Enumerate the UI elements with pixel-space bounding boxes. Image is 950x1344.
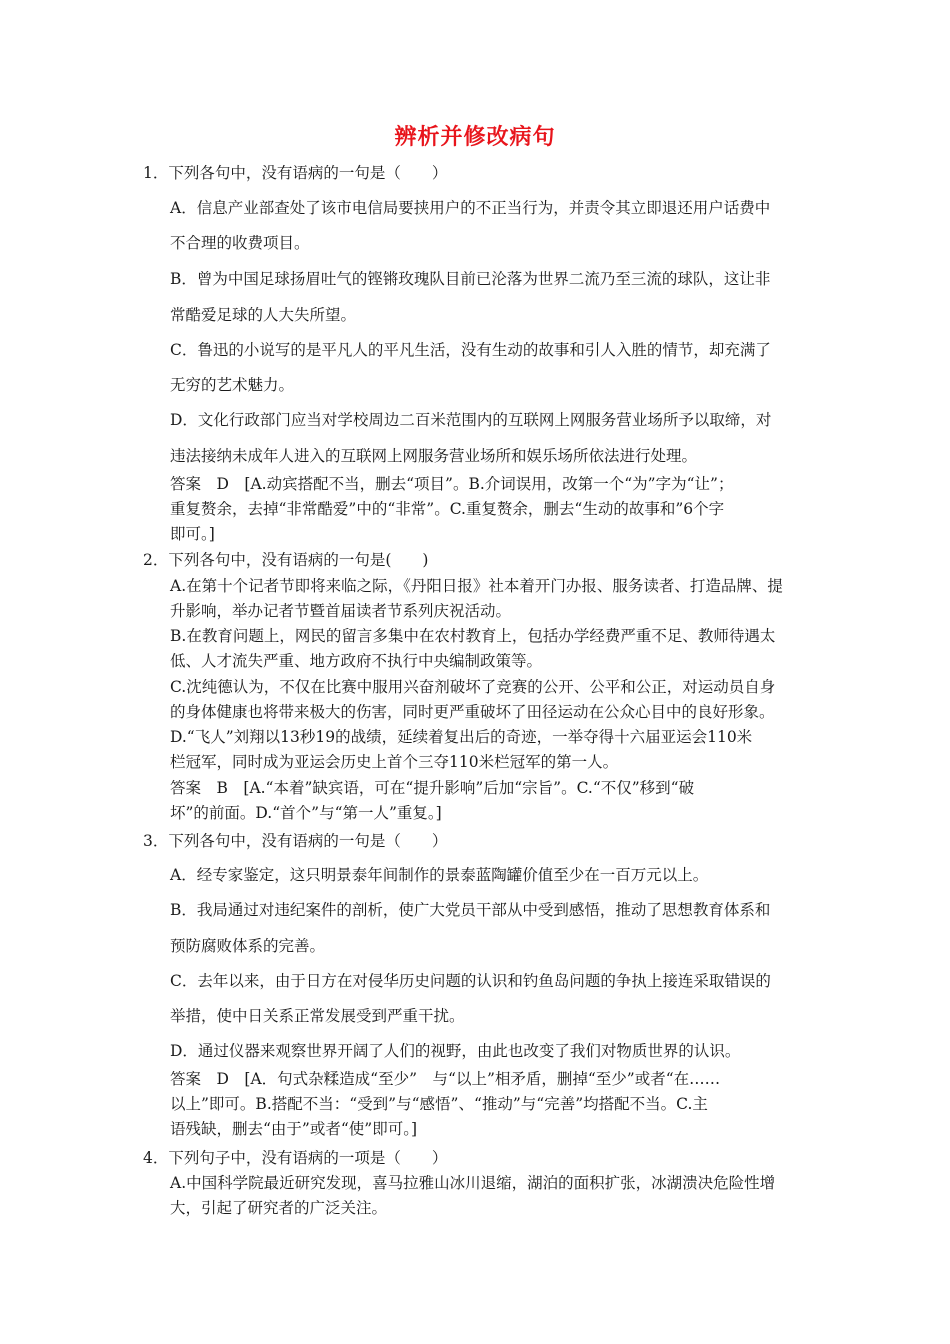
question-2-option-c-cont: 的身体健康也将带来极大的伤害，同时更严重破坏了田径运动在公众心目中的良好形象。 (170, 703, 775, 721)
question-4-option-a: A.中国科学院最近研究发现，喜马拉雅山冰川退缩，湖泊的面积扩张，冰湖溃决危险性增 (170, 1174, 776, 1192)
question-1-option-b-cont: 常酷爱足球的人大失所望。 (170, 306, 357, 324)
question-1-option-a: A．信息产业部查处了该市电信局要挟用户的不正当行为，并责令其立即退还用户话费中 (170, 199, 771, 217)
question-3-option-c-cont: 举措，使中日关系正常发展受到严重干扰。 (170, 1007, 465, 1025)
question-3-stem: 3．下列各句中，没有语病的一句是（ ） (143, 832, 448, 850)
question-1-answer: 答案 D [A.动宾搭配不当，删去“项目”。B.介词误用，改第一个“为”字为“让”； (170, 475, 734, 493)
question-1-option-a-cont: 不合理的收费项目。 (170, 234, 310, 252)
question-3-option-a: A．经专家鉴定，这只明景泰年间制作的景泰蓝陶罐价值至少在一百万元以上。 (170, 866, 709, 884)
question-2-option-b-cont: 低、人才流失严重、地方政府不执行中央编制政策等。 (170, 652, 543, 670)
question-1-option-d-cont: 违法接纳未成年人进入的互联网上网服务营业场所和娱乐场所依法进行处理。 (170, 447, 698, 465)
page-title: 辨析并修改病句 (394, 124, 556, 150)
question-1-answer-cont: 重复赘余，去掉“非常酷爱”中的“非常”。C.重复赘余，删去“生动的故事和”6个字 (170, 500, 725, 518)
question-2-option-d: D.“飞人”刘翔以13秒19的战绩，延续着复出后的奇迹，一举夺得十六届亚运会110米 (170, 728, 753, 746)
question-3-option-b: B．我局通过对违纪案件的剖析，使广大党员干部从中受到感悟，推动了思想教育体系和 (170, 901, 771, 919)
question-4-stem: 4．下列句子中，没有语病的一项是（ ） (143, 1149, 448, 1167)
question-2-answer: 答案 B [A.“本着”缺宾语，可在“提升影响”后加“宗旨”。C.“不仅”移到“破 (170, 779, 695, 797)
question-2-option-c: C.沈纯德认为，不仅在比赛中服用兴奋剂破坏了竞赛的公开、公平和公正，对运动员自身 (170, 678, 776, 696)
question-3-answer-cont: 以上”即可。B.搭配不当：“受到”与“感悟”、“推动”与“完善”均搭配不当。C.主 (170, 1095, 708, 1113)
question-2-stem: 2．下列各句中，没有语病的一句是( ) (143, 551, 429, 569)
question-3-answer: 答案 D [A．句式杂糅造成“至少” 与“以上”相矛盾，删掉“至少”或者“在…… (170, 1070, 721, 1088)
question-3-option-b-cont: 预防腐败体系的完善。 (170, 937, 326, 955)
question-1-option-c-cont: 无穷的艺术魅力。 (170, 376, 295, 394)
question-2-option-d-cont: 栏冠军，同时成为亚运会历史上首个三夺110米栏冠军的第一人。 (170, 753, 619, 771)
question-1-option-b: B．曾为中国足球扬眉吐气的铿锵玫瑰队目前已沦落为世界二流乃至三流的球队，这让非 (170, 270, 771, 288)
question-1-option-c: C．鲁迅的小说写的是平凡人的平凡生活，没有生动的故事和引人入胜的情节，却充满了 (170, 341, 771, 359)
question-3-option-c: C．去年以来，由于日方在对侵华历史问题的认识和钓鱼岛问题的争执上接连采取错误的 (170, 972, 771, 990)
question-2-option-b: B.在教育问题上，网民的留言多集中在农村教育上，包括办学经费严重不足、教师待遇太 (170, 627, 776, 645)
question-4-option-a-cont: 大，引起了研究者的广泛关注。 (170, 1199, 388, 1217)
question-3-answer-cont: 语残缺，删去“由于”或者“使”即可。] (170, 1120, 417, 1138)
question-3-option-d: D．通过仪器来观察世界开阔了人们的视野，由此也改变了我们对物质世界的认识。 (170, 1042, 741, 1060)
question-1-answer-cont: 即可。] (170, 525, 215, 543)
question-2-option-a-cont: 升影响，举办记者节暨首届读者节系列庆祝活动。 (170, 602, 512, 620)
question-1-option-d: D．文化行政部门应当对学校周边二百米范围内的互联网上网服务营业场所予以取缔，对 (170, 411, 772, 429)
question-2-option-a: A.在第十个记者节即将来临之际，《丹阳日报》社本着开门办报、服务读者、打造品牌、提 (170, 577, 783, 595)
question-2-answer-cont: 坏”的前面。D.“首个”与“第一人”重复。] (170, 804, 442, 822)
question-1-stem: 1．下列各句中，没有语病的一句是（ ） (143, 164, 448, 182)
